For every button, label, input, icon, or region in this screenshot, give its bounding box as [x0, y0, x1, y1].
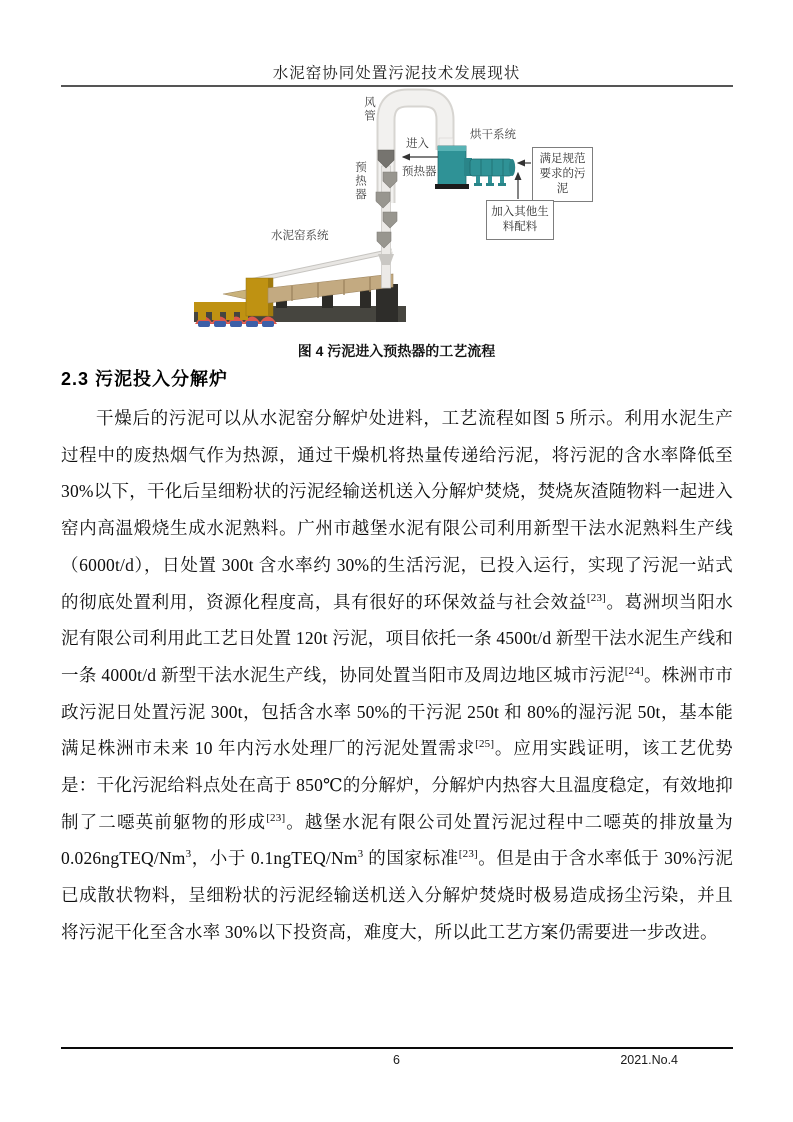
drying-system-label: 烘干系统: [470, 129, 516, 141]
enter-target-label: 预热器: [402, 166, 437, 178]
page-number: 6: [393, 1053, 400, 1067]
figure-caption: 图 4 污泥进入预热器的工艺流程: [297, 343, 496, 359]
burner-icon: [223, 290, 246, 299]
issue-label: 2021.No.4: [620, 1053, 678, 1067]
cooler-flames: [195, 317, 277, 328]
preheater-label: 预热器: [354, 161, 366, 202]
header-rule: [61, 85, 733, 87]
dryer-machine: [435, 138, 515, 189]
section-heading: 2.3 污泥投入分解炉: [61, 369, 229, 389]
sludge-requirement-box: 满足规范要求的污泥: [532, 147, 593, 202]
enter-label: 进入: [406, 138, 429, 150]
kiln-pillar: [360, 290, 371, 308]
add-ingredients-box: 加入其他生料配料: [486, 200, 554, 240]
tower-base-column: [376, 284, 398, 322]
tower-flare: [378, 254, 394, 265]
body-paragraph: 干燥后的污泥可以从水泥窑分解炉处进料，工艺流程如图 5 所示。利用水泥生产过程中的废热烟气作为热源，通过干燥机将热量传递给污泥，将污泥的含水率降低至 30%以下，干化后呈细粉状的污泥经输送机送入分解炉焚烧，焚烧灰渣随物料一起进入窑内高温煅烧生成水泥熟料。广州市越堡水泥有限公司利用新型干法水泥熟料生产线（6000t/d），日处置 300t 含水率约 30%的生活污泥，已投入运行，实现了污泥一站式的彻底处置利用，资源化程度高，具有很好的环保效益与社会效益[23]。葛洲坝当阳水泥有限公司利用此工艺日处置 120t 污泥，项目依托一条 4500t/d 新型干法水泥生产线和一条 4000t/d 新型干法水泥生产线，协同处置当阳市及周边地区城市污泥[24]。株洲市市政污泥日处置污泥 300t，包括含水率 50%的干污泥 250t 和 80%的湿污泥 50t，基本能满足株洲市未来 10 年内污水处理厂的污泥处置需求[25]。应用实践证明，该工艺优势是：干化污泥给料点处在高于 850℃的分解炉，分解炉内热容大且温度稳定，有效地抑制了二噁英前躯物的形成[23]。越堡水泥有限公司处置污泥过程中二噁英的排放量为 0.026ngTEQ/Nm$^3$，小于 0.1ngTEQ/Nm$^3$ 的国家标准[23]。但是由于含水率低于 30%污泥已成散状物料，呈细粉状的污泥经输送机送入分解炉焚烧时极易造成扬尘污染，并且将污泥干化至含水率 30%以下投资高，难度大，所以此工艺方案仍需要进一步改进。: [61, 408, 734, 942]
process-flow-figure: [180, 88, 630, 343]
process-flow-diagram: [180, 88, 630, 343]
footer-rule: [61, 1047, 733, 1049]
air-duct-label: 风管: [363, 96, 375, 123]
page-title: 水泥窑协同处置污泥技术发展现状: [272, 65, 521, 82]
kiln-system-label: 水泥窑系统: [271, 230, 329, 242]
